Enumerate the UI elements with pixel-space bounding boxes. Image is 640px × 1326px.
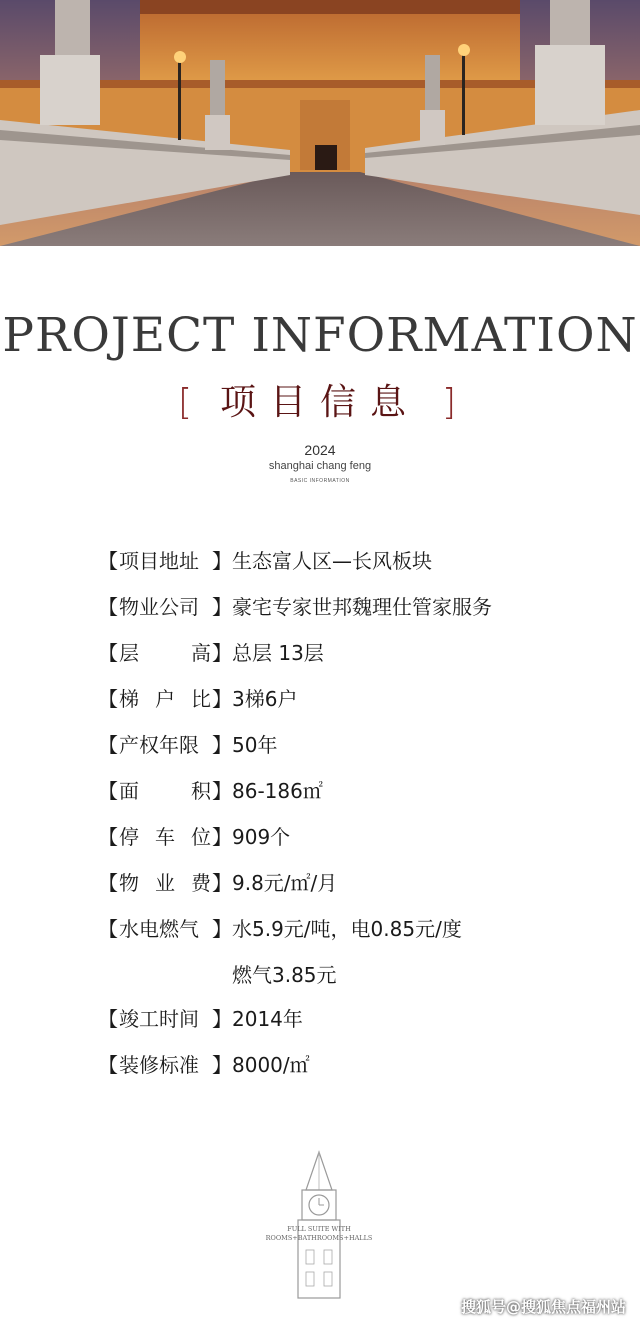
info-row-decoration (98, 1050, 618, 1096)
info-value: 909个 (232, 825, 291, 849)
bracket-close: ] (442, 382, 463, 423)
info-list (98, 546, 618, 1096)
tower-text-line2: ROOMS+BATHROOMS+HALLS (265, 1234, 373, 1242)
subtitle-text: 项目信息 (219, 382, 420, 423)
info-value (232, 914, 462, 990)
info-row-property-company (98, 592, 618, 638)
hero-photo (0, 0, 640, 246)
info-label: 【 水电燃气 】 (98, 914, 232, 944)
info-row-property-fee (98, 868, 618, 914)
subtitle (0, 374, 640, 425)
info-row-floors (98, 638, 618, 684)
label-text: 物业公司 (119, 595, 199, 619)
info-row-completion (98, 1004, 618, 1050)
info-value: 3梯6户 (232, 687, 298, 711)
castle-bridge-image (0, 0, 640, 246)
basic-info-tag: BASIC INFORMATION (290, 478, 350, 484)
label-text: 水电燃气 (119, 917, 199, 941)
info-value-line1: 水5.9元/吨，电0.85元/度 (232, 917, 462, 941)
info-label: 【 产权年限 】 (98, 730, 232, 760)
info-label: 【 装修标准 】 (98, 1050, 232, 1080)
label-text: 梯 户 比 (119, 687, 211, 711)
info-value: 50年 (232, 733, 278, 757)
info-row-area (98, 776, 618, 822)
info-label: 【 项目地址 】 (98, 546, 232, 576)
label-text: 产权年限 (119, 733, 199, 757)
info-label: 【 梯 户 比 】 (98, 684, 232, 714)
info-label: 【 物 业 费 】 (98, 868, 232, 898)
clock-tower-emblem (254, 1150, 384, 1300)
label-text: 层 高 (119, 641, 211, 665)
year-label: 2024 (304, 442, 336, 458)
info-value: 生态富人区—长风板块 (232, 549, 432, 573)
place-label: shanghai chang feng (268, 460, 372, 472)
tower-text-line1: FULL SUITE WITH (287, 1225, 351, 1233)
label-text: 装修标准 (119, 1053, 199, 1077)
label-text: 物 业 费 (119, 871, 211, 895)
label-text: 停 车 位 (119, 825, 211, 849)
info-value: 2014年 (232, 1007, 303, 1031)
info-row-address (98, 546, 618, 592)
page-title: PROJECT INFORMATION (2, 308, 638, 363)
info-value: 8000/㎡ (232, 1053, 310, 1077)
info-value: 总层 13层 (232, 641, 324, 665)
bracket-open: [ (177, 382, 198, 423)
info-value-line2: 燃气3.85元 (232, 963, 337, 987)
label-text: 竣工时间 (119, 1007, 199, 1031)
info-label: 【 物业公司 】 (98, 592, 232, 622)
info-label: 【 层 高 】 (98, 638, 232, 668)
info-value: 86-186㎡ (232, 779, 323, 803)
info-value: 豪宅专家世邦魏理仕管家服务 (232, 595, 492, 619)
info-row-parking (98, 822, 618, 868)
info-label: 【 面 积 】 (98, 776, 232, 806)
clock-tower-icon (254, 1150, 384, 1300)
info-label: 【 停 车 位 】 (98, 822, 232, 852)
info-row-elevator-ratio (98, 684, 618, 730)
info-value: 9.8元/㎡/月 (232, 871, 338, 895)
info-label: 【 竣工时间 】 (98, 1004, 232, 1034)
info-row-utilities (98, 914, 618, 1004)
info-row-ownership-term (98, 730, 618, 776)
label-text: 项目地址 (119, 549, 199, 573)
label-text: 面 积 (119, 779, 211, 803)
watermark: 搜狐号@搜狐焦点福州站 (460, 1298, 626, 1316)
